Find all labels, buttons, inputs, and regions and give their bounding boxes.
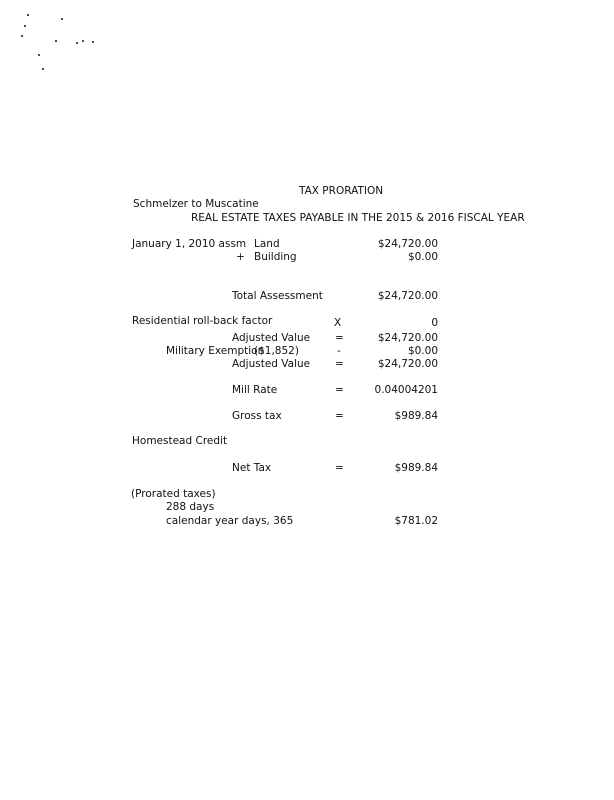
scan-speck <box>38 54 40 56</box>
subtitle: REAL ESTATE TAXES PAYABLE IN THE 2015 & 2016 FISCAL YEAR <box>191 212 525 224</box>
military-exemption-amount: ($1,852) <box>254 345 299 357</box>
military-operator: - <box>337 345 341 357</box>
scan-speck <box>55 40 57 42</box>
mill-rate-value: 0.04004201 <box>374 384 438 396</box>
parties-line: Schmelzer to Muscatine <box>133 198 259 210</box>
net-tax-label: Net Tax <box>232 462 272 474</box>
prorated-value: $781.02 <box>394 515 438 527</box>
gross-tax-value: $989.84 <box>394 410 438 422</box>
adjusted-value-2-operator: = <box>335 358 344 370</box>
adjusted-value-label: Adjusted Value <box>232 332 311 344</box>
scan-speck <box>61 18 63 20</box>
rollback-operator: X <box>334 317 342 329</box>
adjusted-value-2: $24,720.00 <box>377 358 438 370</box>
scan-speck <box>21 35 23 37</box>
building-label: Building <box>254 251 297 263</box>
mill-rate-label: Mill Rate <box>232 384 278 396</box>
net-tax-value: $989.84 <box>394 462 438 474</box>
land-label: Land <box>254 238 280 250</box>
scan-speck <box>82 40 84 42</box>
adjusted-value: $24,720.00 <box>377 332 438 344</box>
gross-tax-operator: = <box>335 410 344 422</box>
adjusted-value-2-label: Adjusted Value <box>232 358 311 370</box>
adjusted-value-operator: = <box>335 332 344 344</box>
building-value: $0.00 <box>407 251 438 263</box>
scan-speck <box>42 68 44 70</box>
net-tax-operator: = <box>335 462 344 474</box>
rollback-label: Residential roll-back factor <box>132 315 273 327</box>
land-value: $24,720.00 <box>377 238 438 250</box>
plus-sign: + <box>236 251 245 263</box>
total-assessment-label: Total Assessment <box>232 290 323 302</box>
scan-speck <box>27 14 29 16</box>
mill-rate-operator: = <box>335 384 344 396</box>
military-exemption-label: Military Exemption <box>166 345 265 357</box>
homestead-credit-label: Homestead Credit <box>132 435 228 447</box>
page-title: TAX PRORATION <box>299 185 384 197</box>
prorated-days: 288 days <box>166 501 215 513</box>
calendar-days-label: calendar year days, 365 <box>166 515 294 527</box>
scan-speck <box>76 42 78 44</box>
gross-tax-label: Gross tax <box>232 410 282 422</box>
rollback-value: 0 <box>431 317 438 329</box>
assessment-date-label: January 1, 2010 assm <box>132 238 247 250</box>
scan-speck <box>92 41 94 43</box>
military-value: $0.00 <box>407 345 438 357</box>
scan-speck <box>24 25 26 27</box>
prorated-taxes-label: (Prorated taxes) <box>131 488 216 500</box>
total-assessment-value: $24,720.00 <box>377 290 438 302</box>
